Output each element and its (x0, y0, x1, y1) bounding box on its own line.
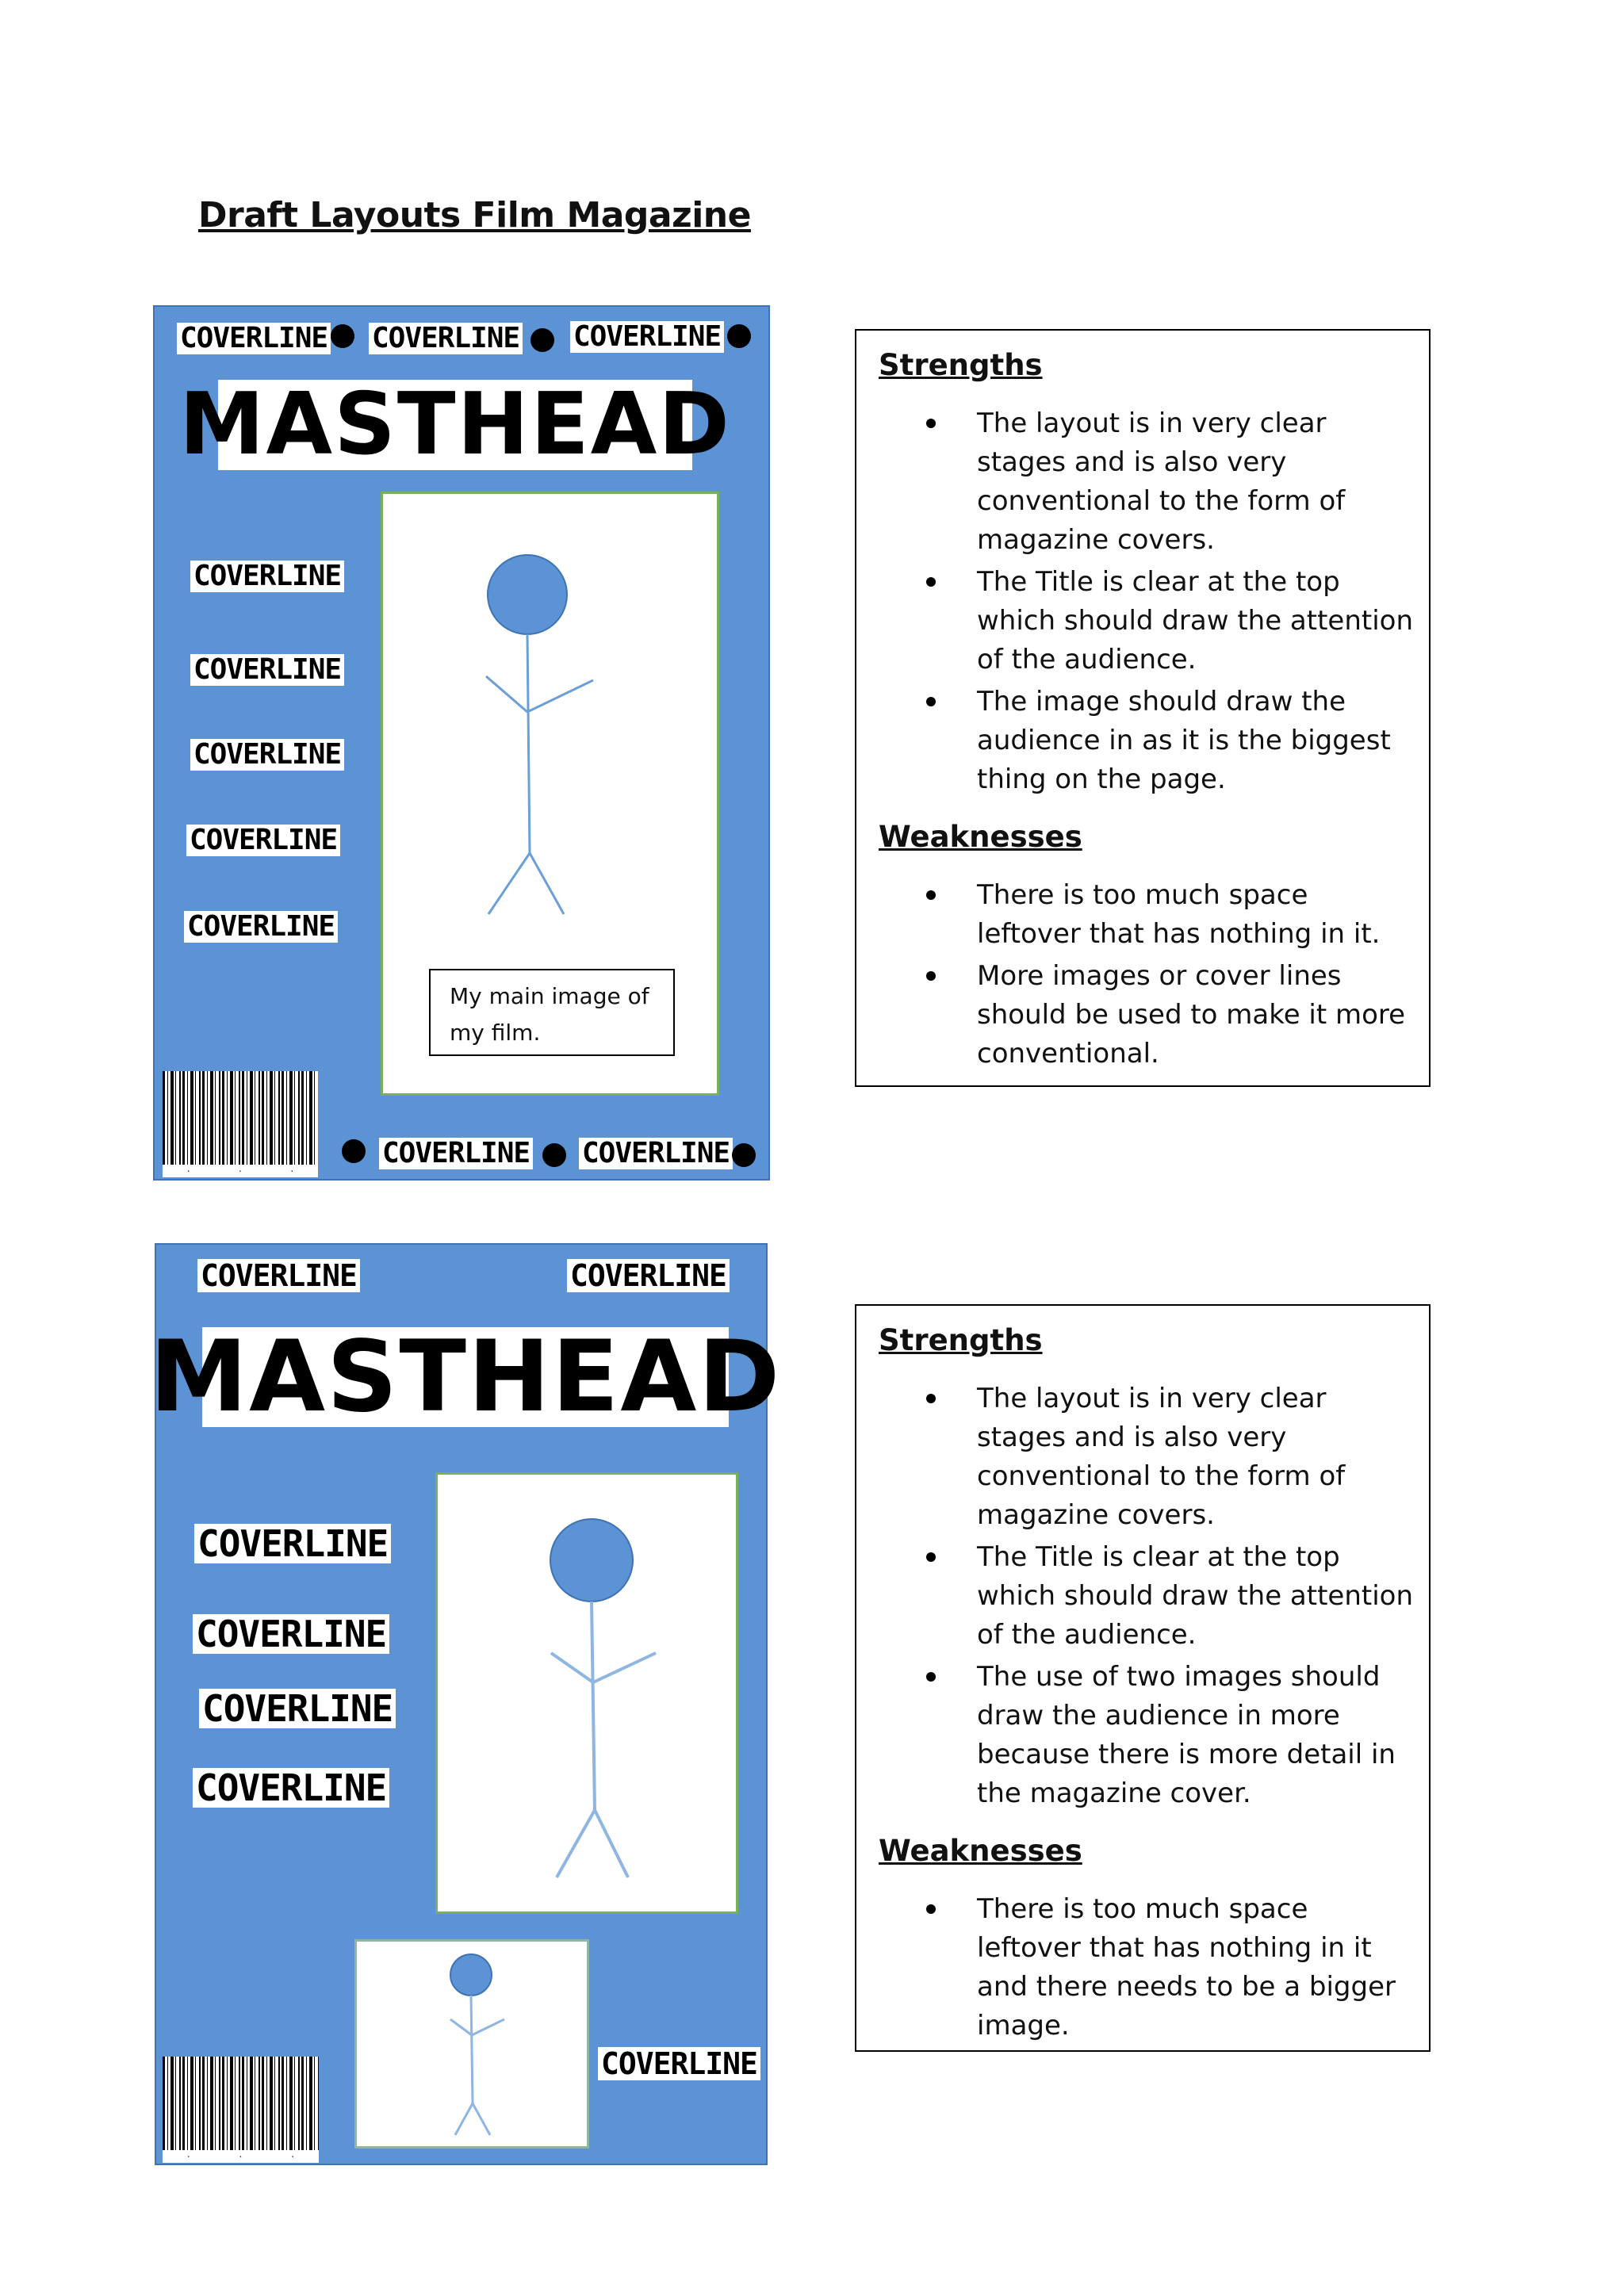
coverline-side-3: COVERLINE (190, 739, 344, 771)
strengths-heading: Strengths (879, 348, 1043, 382)
coverline-side-5: COVERLINE (184, 911, 338, 943)
bullet-dot (542, 1143, 566, 1167)
coverline-top-1: COVERLINE (177, 323, 331, 354)
bullet-icon (926, 890, 936, 900)
list-item: There is too much space leftover that has nothing in it. (879, 876, 1419, 954)
bullet-icon (926, 1672, 936, 1682)
coverline-side-1: COVERLINE (190, 561, 344, 592)
coverline-top-3: COVERLINE (570, 321, 724, 353)
coverline-bottom-right: COVERLINE (598, 2047, 760, 2080)
list-item: The use of two images should draw the audience in more because there is more detail in the magazine cover. (879, 1658, 1419, 1813)
list-item: The Title is clear at the top which should draw the attention of the audience. (879, 563, 1419, 679)
weaknesses-heading: Weaknesses (879, 820, 1082, 854)
coverline-side-4: COVERLINE (186, 825, 340, 856)
list-item: The layout is in very clear stages and is also very conventional to the form of magazine covers. (879, 1380, 1419, 1535)
coverline-side-2: COVERLINE (193, 1614, 389, 1654)
weaknesses-list (879, 1890, 1419, 2045)
bullet-dot (342, 1139, 366, 1163)
strengths-list (879, 1380, 1419, 1813)
coverline-side-1: COVERLINE (194, 1524, 391, 1563)
coverline-side-2: COVERLINE (190, 654, 344, 686)
stickman-figure (438, 1475, 736, 1911)
bullet-icon (926, 697, 936, 706)
evaluation-panel-1 (855, 329, 1431, 1087)
cover-draft-2 (149, 1243, 782, 2165)
small-stickman-figure (357, 1942, 587, 2146)
strengths-heading: Strengths (879, 1323, 1043, 1357)
list-item: The Title is clear at the top which should draw the attention of the audience. (879, 1538, 1419, 1655)
page-title: Draft Layouts Film Magazine (198, 195, 751, 235)
weaknesses-list (879, 876, 1419, 1073)
weaknesses-heading: Weaknesses (879, 1834, 1082, 1868)
bullet-dot (732, 1143, 756, 1167)
image-caption: My main image of my film. (429, 969, 675, 1056)
list-item: More images or cover lines should be used to make it more conventional. (879, 957, 1419, 1073)
list-item: The layout is in very clear stages and is also very conventional to the form of magazine covers. (879, 404, 1419, 560)
bullet-icon (926, 1904, 936, 1914)
cover-draft-1 (153, 305, 770, 1181)
strengths-list (879, 404, 1419, 799)
coverline-top-2: COVERLINE (369, 323, 523, 354)
coverline-top-right: COVERLINE (567, 1259, 730, 1292)
bullet-icon (926, 1552, 936, 1562)
barcode (163, 1071, 318, 1177)
coverline-side-4: COVERLINE (193, 1768, 389, 1808)
evaluation-panel-2 (855, 1304, 1431, 2052)
masthead: MASTHEAD (179, 375, 731, 474)
bullet-dot (727, 324, 751, 348)
bullet-icon (926, 971, 936, 981)
bullet-icon (926, 419, 936, 428)
masthead: MASTHEAD (149, 1320, 782, 1434)
coverline-top-left: COVERLINE (197, 1259, 360, 1292)
bullet-dot (530, 328, 554, 352)
bullet-dot (331, 324, 354, 348)
coverline-bottom-2: COVERLINE (579, 1138, 733, 1169)
main-image-placeholder (435, 1472, 738, 1914)
list-item: The image should draw the audience in as it is the biggest thing on the page. (879, 683, 1419, 799)
coverline-side-3: COVERLINE (199, 1689, 396, 1728)
coverline-bottom-1: COVERLINE (379, 1138, 533, 1169)
list-item: There is too much space leftover that has nothing in it and there needs to be a bigger image. (879, 1890, 1419, 2045)
secondary-image-placeholder (354, 1939, 589, 2149)
barcode-digits: · · · (163, 2150, 319, 2163)
barcode-digits: · · · (163, 1165, 318, 1177)
bullet-icon (926, 1394, 936, 1403)
bullet-icon (926, 577, 936, 587)
barcode (163, 2057, 319, 2163)
